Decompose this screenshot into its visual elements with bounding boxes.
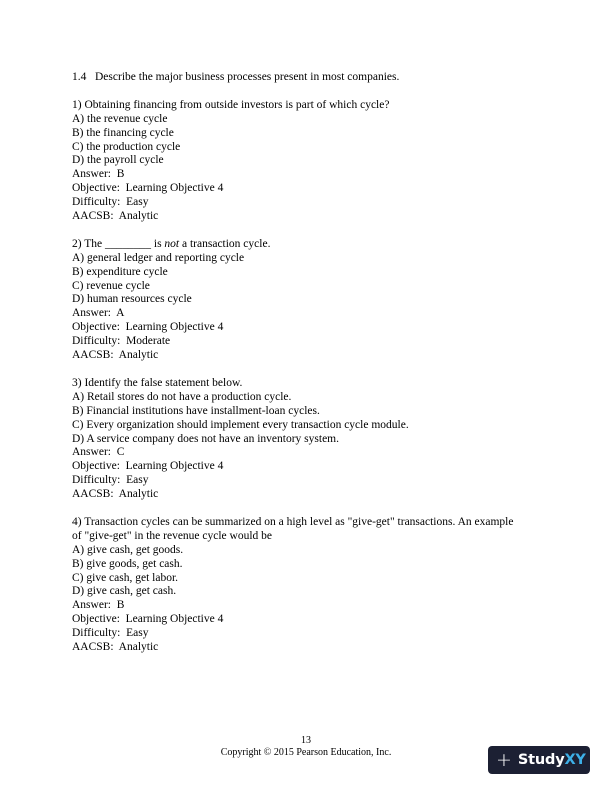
question-3-aacsb: AACSB: Analytic bbox=[72, 488, 159, 501]
wordmark-xy: XY bbox=[564, 752, 586, 768]
question-2-option-d: D) human resources cycle bbox=[72, 293, 192, 306]
question-4-difficulty: Difficulty: Easy bbox=[72, 627, 149, 640]
question-2-stem-start: 2) The ________ is bbox=[72, 237, 165, 250]
question-4 bbox=[72, 516, 542, 655]
question-4-option-a: A) give cash, get goods. bbox=[72, 543, 184, 556]
question-2-aacsb: AACSB: Analytic bbox=[72, 349, 159, 362]
question-3-objective: Objective: Learning Objective 4 bbox=[72, 460, 224, 473]
question-3-option-c: C) Every organization should implement every transaction cycle module. bbox=[72, 418, 409, 431]
plus-icon: + bbox=[496, 748, 512, 771]
question-1-option-d: D) the payroll cycle bbox=[72, 154, 164, 167]
question-4-option-c: C) give cash, get labor. bbox=[72, 571, 179, 584]
question-4-stem-line-1: 4) Transaction cycles can be summarized on a high level as "give-get" transactions. An example bbox=[72, 515, 514, 528]
question-1-aacsb: AACSB: Analytic bbox=[72, 210, 159, 223]
question-4-answer: Answer: B bbox=[72, 599, 125, 612]
question-3-difficulty: Difficulty: Easy bbox=[72, 474, 149, 487]
page-content bbox=[72, 71, 542, 655]
question-1-option-b: B) the financing cycle bbox=[72, 126, 174, 139]
question-2-option-b: B) expenditure cycle bbox=[72, 265, 168, 278]
question-2-difficulty: Difficulty: Moderate bbox=[72, 335, 171, 348]
page-number: 13 bbox=[301, 735, 311, 746]
wordmark-study: Study bbox=[517, 752, 565, 768]
question-2 bbox=[72, 238, 542, 363]
question-2-option-a: A) general ledger and reporting cycle bbox=[72, 251, 245, 264]
studyxy-wordmark bbox=[518, 752, 586, 768]
question-1-option-a: A) the revenue cycle bbox=[72, 112, 168, 125]
question-4-option-b: B) give goods, get cash. bbox=[72, 557, 183, 570]
question-2-stem-emphasis: not bbox=[164, 237, 180, 250]
question-3-answer: Answer: C bbox=[72, 446, 125, 459]
question-1-option-c: C) the production cycle bbox=[72, 140, 181, 153]
question-4-aacsb: AACSB: Analytic bbox=[72, 641, 159, 654]
question-1-stem: 1) Obtaining financing from outside investors is part of which cycle? bbox=[72, 98, 390, 111]
question-4-objective: Objective: Learning Objective 4 bbox=[72, 613, 224, 626]
question-3-stem: 3) Identify the false statement below. bbox=[72, 376, 243, 389]
question-3-option-d: D) A service company does not have an inventory system. bbox=[72, 432, 339, 445]
question-2-answer: Answer: A bbox=[72, 307, 125, 320]
question-1-difficulty: Difficulty: Easy bbox=[72, 196, 149, 209]
question-4-stem-line-2: of "give-get" in the revenue cycle would be bbox=[72, 529, 273, 542]
question-1 bbox=[72, 99, 542, 224]
question-2-objective: Objective: Learning Objective 4 bbox=[72, 321, 224, 334]
question-3-option-a: A) Retail stores do not have a production cycle. bbox=[72, 390, 292, 403]
copyright-notice: Copyright © 2015 Pearson Education, Inc. bbox=[220, 747, 392, 758]
question-4-option-d: D) give cash, get cash. bbox=[72, 585, 177, 598]
question-3-option-b: B) Financial institutions have installment-loan cycles. bbox=[72, 404, 320, 417]
question-3 bbox=[72, 377, 542, 502]
question-1-answer: Answer: B bbox=[72, 168, 125, 181]
question-1-objective: Objective: Learning Objective 4 bbox=[72, 182, 224, 195]
question-2-stem bbox=[72, 238, 542, 252]
question-2-stem-end: a transaction cycle. bbox=[179, 237, 271, 250]
section-heading: 1.4 Describe the major business processes present in most companies. bbox=[72, 71, 400, 83]
studyxy-logo-badge[interactable] bbox=[488, 746, 590, 774]
question-2-option-c: C) revenue cycle bbox=[72, 279, 150, 292]
